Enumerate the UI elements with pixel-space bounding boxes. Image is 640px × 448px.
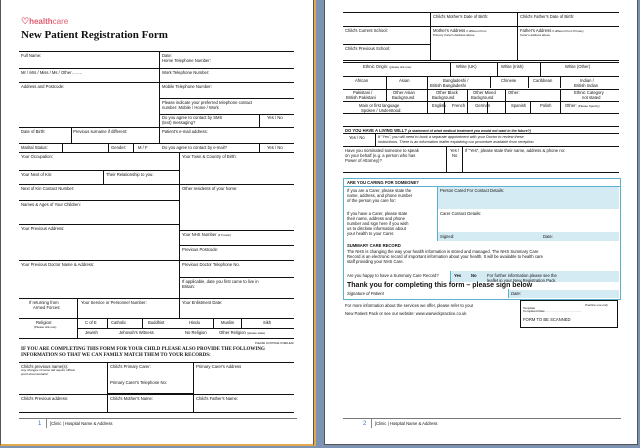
logo-text-a: health [29,17,53,26]
template-label: Template [523,306,536,310]
ethnic-option[interactable]: Other Asian [393,90,415,95]
have-carer-text-5: your health to your Carer. [347,231,395,236]
child-prev-name-label: Child's previous name(s): [21,364,69,369]
religion-note: (Please tick one) [34,325,57,329]
father-address-text: Father's Address [520,28,552,33]
mother-address-note-2: Primary Carer's Address above [433,33,475,37]
full-name-label: Full Name: [21,53,42,58]
scr-text-2: Record is an electronic record of important information about your health. It will be available to health care [347,254,543,259]
armed-forces-label: If returning from [29,300,59,305]
sms-consent-label-2: (text) messaging? [162,120,196,125]
ethnic-option-2: Background [471,95,494,100]
living-will-text: DO YOU HAVE A LIVING WILL? [345,128,407,133]
religion-option[interactable]: C of E [85,320,97,325]
religion-option[interactable]: Catholic [111,320,127,325]
living-will-text-2: instructions. There is an information leaflet explaining our procedure available from reception. [378,140,535,144]
ethnic-option[interactable]: Other Mixed [473,90,496,95]
ethnic-option[interactable]: Ethnic Category [574,90,604,95]
scr-question: Are you happy to have a Summary Care Record? [347,273,439,278]
footer-clinic: [Clinic | Hospital Name & Address [375,421,438,426]
ethnic-option[interactable]: Caribbean [533,78,553,83]
carer-text-2: name, address, and phone number [347,193,413,198]
nok-contact-label: Next of Kin Contact Number: [21,186,75,191]
have-carer-text-2: their name, address and phone [347,216,405,221]
religion-option[interactable]: Buddhist [148,320,165,325]
ethnic-option[interactable]: Bangladeshi / [443,78,469,83]
ethnic-origin-text: Ethnic Origin: [363,64,389,69]
have-carer-text: If you have a Carer, please state [347,211,408,216]
child-prev-name-note: Any changes of name will require official [21,368,75,372]
have-carer-text-4: us to disclose information about [347,226,406,231]
current-school-label: Child's Current School: [345,28,388,33]
nominated-label-2: on your behalf (e.g. a person who has [345,153,416,158]
scr-heading: SUMMARY CARE RECORD [347,243,401,248]
language-label: Main or first language [359,103,400,108]
child-prev-name-note-2: proof documentation [21,371,49,376]
ethnic-option-2: British Indian [574,83,599,88]
completed-date-label: Completed Date ……………………………… [523,309,582,313]
page-number: 1 [38,421,42,427]
work-tel-label: Work Telephone Number: [162,70,210,75]
signed-label: Signed: [440,234,455,239]
child-prev-address-label: Child's Previous address: [21,396,69,401]
enlistment-label: Your Enlistment Date: [182,300,223,305]
email-yes-no[interactable]: Yes / No [267,145,283,150]
primary-carer-address-label: Primary Carer's Address [196,364,242,369]
gender-options[interactable]: M / F [138,145,148,150]
email-consent-label: Do you agree to contact by e-mail? [162,145,227,150]
logo-text-b: care [52,17,69,26]
religion-option[interactable]: Muslim [221,320,235,325]
next-of-kin-label: Your Next of Kin: [21,172,53,177]
nominated-label-3: Power of Attorney)? [345,158,382,163]
scr-info-2: leaflet in your New Registration Pack [487,278,556,283]
religion-option-other [219,330,265,336]
town-birth-label: Your Town & Country of Birth: [182,154,237,159]
ethnic-option[interactable]: African [355,78,369,83]
ethnic-option[interactable]: White (Irish) [501,64,524,69]
preferred-contact-options: number: Mobile / Home / Work [162,105,219,110]
scr-info: For further information please see the [487,273,557,278]
prev-school-label: Child's Previous School: [345,46,391,51]
ethnic-option[interactable]: Other Black [436,90,458,95]
occupation-label: Your Occupation: [21,154,53,159]
nominated-detail: If "Yes", please state their name, address & phone no: [465,148,566,153]
living-will-yes-no[interactable]: Yes / No [349,135,365,140]
ethnic-option-2: British Pakistani [346,95,376,100]
sms-yes-no[interactable]: Yes / No [267,115,283,120]
prev-doctor-tel-label: Previous Doctor Telephone No. [182,262,240,267]
heart-icon: ♡ [21,16,30,26]
living-will-note: (a statement of what medical treatment you would not want in the future?) [408,129,531,133]
ethnic-option-2: not stated [582,95,601,100]
ethnic-option-2: Background [392,95,415,100]
ethnic-option[interactable]: Chinese [501,78,517,83]
first-came-label: If applicable, date you first came to live in [182,279,259,284]
mother-dob-label: Child's Mother's Date of Birth: [433,14,489,19]
caring-heading: ARE YOU CARING FOR SOMEONE? [347,180,419,185]
language-option[interactable]: French [452,103,466,108]
ethnic-note: (please tick one) [389,65,412,69]
language-other [565,103,600,109]
living-will-heading [345,128,531,134]
language-option[interactable]: English [432,103,446,108]
religion-other-text[interactable]: Other Religion [219,330,246,335]
marital-label: Marital Status: [21,145,48,150]
ethnic-option[interactable]: White (UK) [456,64,477,69]
page-title: New Patient Registration Form [21,29,168,41]
primary-carer-label: Child's Primary Carer: [110,364,151,369]
first-came-label-2: Britain: [182,284,196,289]
more-info-text: For more information about the services we offer, please refer to your [345,303,474,308]
language-option[interactable]: Polish [540,103,552,108]
children-label: Names & Ages of Your Children: [21,202,81,207]
language-label-2: Spoken / Understood: [361,108,402,113]
gender-label: Gender: [111,145,127,150]
prev-surname-label: Previous surname if different: [73,129,128,134]
preferred-contact-label: Please indicate your preferred telephone contact [162,100,253,105]
father-address-note-2: Carer's address above [520,33,551,37]
page-1 [0,0,314,446]
religion-option[interactable]: Sikh [263,320,272,325]
nominated-no[interactable]: No [452,153,458,158]
relationship-label: Their Relationship to you: [106,172,154,177]
healthcare-logo [21,16,68,27]
religion-label: Religion: [36,320,53,325]
religion-option[interactable]: Jewish [85,330,98,335]
mobile-tel-label: Mobile Telephone Number: [162,84,212,89]
father-dob-label: Child's Father's Date of Birth: [520,14,575,19]
carer-date-label: Date: [543,234,554,239]
ethnic-option[interactable]: Other: [508,90,520,95]
child-heading-2: INFORMATION SO THAT WE CAN FAMILY MATCH THEM TO YOUR RECORDS: [21,353,211,358]
nhs-known-note: (if Known) [217,233,232,237]
language-option[interactable]: Spanish [511,103,527,108]
primary-carer-tel-label: Primary Carer's Telephone No: [110,380,168,385]
ethnic-option[interactable]: Pakistani / [353,90,373,95]
scr-text-3: staff providing your NHS Care. [347,259,404,264]
religion-option[interactable]: Hindu [189,320,200,325]
carer-contact-label: Carer Contact Details: [440,211,482,216]
religion-option[interactable]: No Religion [185,330,207,335]
nominated-yes[interactable]: Yes / [450,148,460,153]
thank-you-heading: Thank you for completing this form – please sign below [347,282,533,289]
address-label: Address and Postcode: [21,84,65,89]
religion-specify-note: (please state) [246,331,266,335]
title-options: Mr / Mrs / Miss / Ms / Other…….. [21,70,83,75]
carer-text: If you are a Carer, please state the [347,188,412,193]
person-cared-label: Person Cared For Contact Details: [440,188,505,193]
email-label: Patient's e-mail address: [162,129,208,134]
home-tel-label: Home Telephone Number: [162,58,211,63]
nhs-number-label [182,232,231,238]
religion-option[interactable]: Jehovah's Witness [119,330,154,335]
living-will-text-1: If "Yes", you will need to book a separate appointment with your Doctor to review these [378,135,524,139]
more-info-text-2[interactable]: New Patient Pack or see our website: www.warwickpractice.co.uk [345,311,467,316]
date-label: Date: [162,53,173,58]
scr-no[interactable]: No [471,273,477,278]
prev-doctor-label: Your Previous Doctor Name & Address: [21,262,95,267]
continue-overleaf: PLEASE CONTINUE OVERLEAF [255,342,294,345]
page-2 [324,0,638,445]
ethnic-option-2: British Bangladeshi [430,83,466,88]
ethnic-option[interactable]: Indian / [580,78,594,83]
armed-forces-label-2: Armed Forces: [33,305,61,310]
form-scanned-label: FORM TO BE SCANNED [523,317,571,322]
language-specify-note: (Please Specify) [577,104,600,108]
prev-address-label: Your Previous Address: [21,226,65,231]
ethnic-option[interactable]: White (Other) [565,64,591,69]
scr-yes[interactable]: Yes [454,273,462,278]
signature-date-label: Date: [511,291,522,296]
other-residents-label: Other residents of your home: [182,186,238,191]
child-heading: IF YOU ARE COMPLETING THIS FORM FOR YOUR CHILD PLEASE ALSO PROVIDE THE FOLLOWING [21,347,265,352]
language-other-text[interactable]: Other: [565,103,577,108]
mother-address-text: Mother's Address [433,28,466,33]
scr-text: The NHS is changing the way your health information is stored and managed. The NHS Summary Care [347,249,539,254]
nhs-number-text: Your NHS Number [182,232,217,237]
service-number-label: Your Service or Personnel Number: [81,300,147,305]
father-address-note: if different from Primary [552,29,584,33]
prev-postcode-label: Previous Postcode: [182,247,219,252]
carer-text-3: of the person you care for: [347,198,396,203]
ethnic-origin-label [363,64,411,70]
language-option[interactable]: German [475,103,491,108]
patient-signature-label: Signature of Patient [347,291,384,296]
dob-label: Date of Birth: [21,129,46,134]
father-name-label: Child's Father's Name: [196,396,239,401]
sms-consent-label: Do you agree to contact by SMS [162,115,223,120]
page-number: 2 [363,421,367,427]
mother-name-label: Child's Mother's Name: [110,396,154,401]
ethnic-option[interactable]: Asian [399,78,410,83]
nominated-label: Have you nominated someone to speak [345,148,419,153]
have-carer-text-3: number and sign here if you wish [347,221,409,226]
practice-use-label: Practice use only [585,303,608,307]
footer-clinic: [Clinic | Hospital Name & Address [50,421,113,426]
mother-address-note: if different from [466,29,487,33]
ethnic-option-2: Background [432,95,455,100]
